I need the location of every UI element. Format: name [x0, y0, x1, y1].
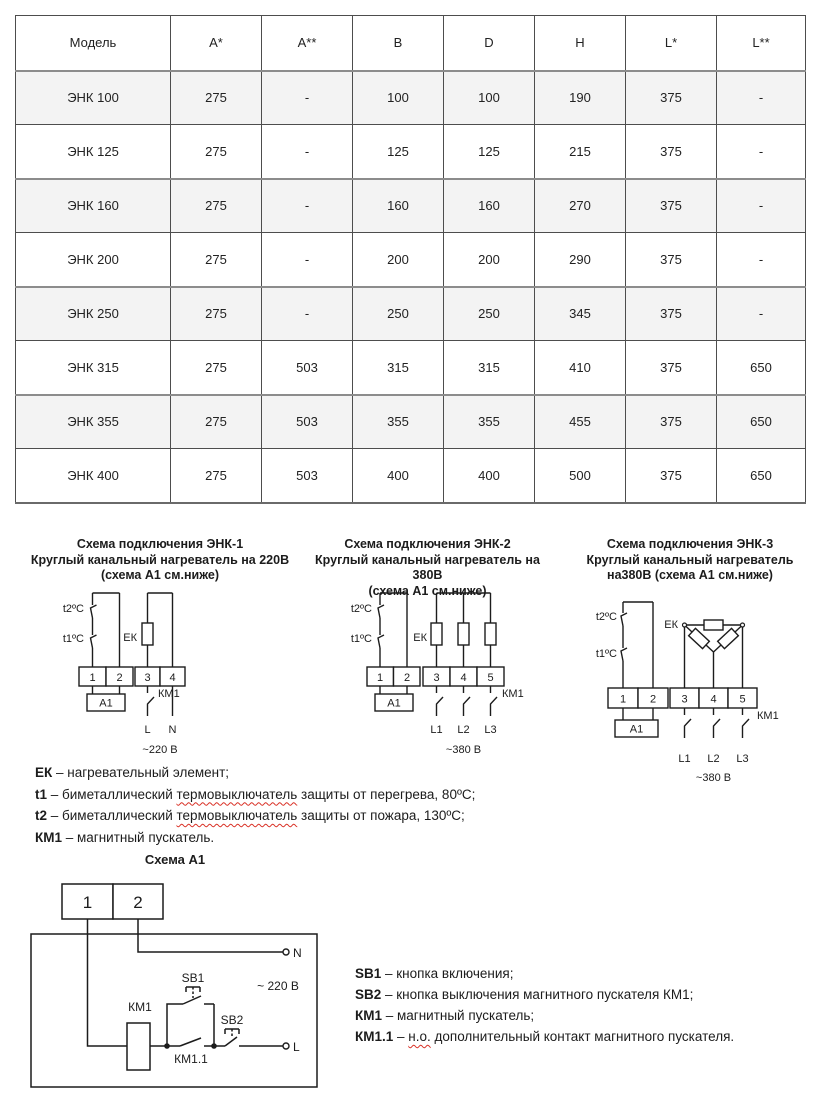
- diagram3-title-line1: Схема подключения ЭНК-3: [606, 537, 774, 551]
- model-cell: ЭНК 125: [16, 125, 171, 179]
- heater-element-ek3: [485, 623, 496, 645]
- value-cell: 290: [535, 233, 626, 287]
- enk2-wiring-schematic: [330, 585, 560, 765]
- legend-text: – нагревательный элемент;: [52, 765, 230, 780]
- value-cell: 270: [535, 179, 626, 233]
- diagram3-title-line3: на380В (схема А1 см.ниже): [607, 568, 773, 582]
- ek-label: ЕК: [664, 619, 678, 631]
- t1-label: t1ºC: [595, 648, 617, 660]
- terminal-block: [608, 688, 757, 708]
- value-cell: 275: [171, 449, 262, 503]
- value-cell: 190: [535, 71, 626, 125]
- legend-term: КМ1.1: [355, 1029, 394, 1044]
- terminal-5: 5: [739, 693, 746, 706]
- a1-box-label: А1: [99, 697, 113, 710]
- a1-module: [375, 686, 413, 711]
- km1-coil: [127, 1023, 150, 1070]
- model-cell: ЭНК 100: [16, 71, 171, 125]
- km1-contacts: [437, 686, 498, 716]
- sb1-contact-blade: [183, 996, 201, 1004]
- model-cell: ЭНК 250: [16, 287, 171, 341]
- km1-1-contact-blade: [180, 1038, 201, 1046]
- value-cell: 650: [717, 449, 806, 503]
- legend-item: [35, 805, 475, 827]
- legend-misspelled-word: термовыключатель: [176, 786, 298, 802]
- column-header: D: [444, 16, 535, 71]
- model-cell: ЭНК 400: [16, 449, 171, 503]
- thermal-switch-t2: [621, 613, 627, 626]
- terminal-block: [62, 884, 163, 919]
- legend-term: ЕК: [35, 765, 53, 780]
- legend-term: t2: [35, 808, 48, 823]
- table-header-row: [16, 16, 806, 71]
- column-header: A**: [262, 16, 353, 71]
- a1-box-label: А1: [387, 697, 401, 710]
- table-row: [16, 125, 806, 179]
- legend-text: – кнопка выключения магнитного пускателя КМ1;: [381, 987, 694, 1002]
- value-cell: 200: [353, 233, 444, 287]
- enk1-wiring-schematic: [25, 585, 275, 765]
- terminal-1: 1: [619, 693, 627, 706]
- sb1-label: SB1: [181, 971, 205, 985]
- ek-label: ЕК: [413, 632, 427, 644]
- value-cell: 375: [626, 179, 717, 233]
- heater-loop: [142, 593, 173, 667]
- enk3-wiring-schematic: [595, 585, 820, 790]
- value-cell: 400: [353, 449, 444, 503]
- legend-item: [35, 827, 475, 849]
- value-cell: 375: [626, 449, 717, 503]
- value-cell: -: [717, 125, 806, 179]
- value-cell: -: [717, 233, 806, 287]
- value-cell: -: [262, 125, 353, 179]
- terminal-3: 3: [144, 672, 151, 684]
- value-cell: -: [717, 179, 806, 233]
- terminal-4: 4: [710, 693, 717, 706]
- table-row: [16, 179, 806, 233]
- value-cell: 160: [353, 179, 444, 233]
- t2-label: t2ºC: [62, 603, 84, 615]
- value-cell: 100: [444, 71, 535, 125]
- legend-text: – биметаллический: [47, 808, 177, 823]
- a1-module: [615, 708, 658, 737]
- value-cell: 503: [262, 341, 353, 395]
- value-cell: 125: [353, 125, 444, 179]
- column-header: L**: [717, 16, 806, 71]
- component-legend: [35, 762, 475, 848]
- diagram2-title-line2: Круглый канальный нагреватель на 380В: [315, 552, 540, 582]
- terminal-4: 4: [460, 672, 467, 684]
- thermal-switch-t1: [91, 635, 97, 648]
- diagram1-title-line1: Схема подключения ЭНК-1: [76, 537, 244, 551]
- legend-text: –: [393, 1029, 409, 1044]
- value-cell: 215: [535, 125, 626, 179]
- legend-misspelled-word: термовыключатель: [176, 808, 298, 823]
- voltage-label: ~380 В: [445, 744, 482, 756]
- line-n-label: N: [168, 724, 177, 736]
- value-cell: 315: [444, 341, 535, 395]
- value-cell: 275: [171, 287, 262, 341]
- spec-table: [15, 15, 806, 504]
- value-cell: 275: [171, 179, 262, 233]
- value-cell: 410: [535, 341, 626, 395]
- line-n-label: N: [293, 946, 302, 960]
- thermal-loop: [91, 593, 120, 667]
- value-cell: 250: [353, 287, 444, 341]
- legend-item: [355, 984, 734, 1005]
- column-header: H: [535, 16, 626, 71]
- column-header: Модель: [16, 16, 171, 71]
- km1-label: КМ1: [128, 1000, 152, 1014]
- t2-label: t2ºC: [350, 603, 372, 615]
- value-cell: 650: [717, 395, 806, 449]
- value-cell: 250: [444, 287, 535, 341]
- diagram2-title-line1: Схема подключения ЭНК-2: [344, 537, 511, 551]
- column-header: L*: [626, 16, 717, 71]
- legend-item: [355, 963, 734, 984]
- terminal-2: 2: [133, 893, 143, 912]
- legend-text: – биметаллический: [47, 786, 177, 802]
- value-cell: -: [717, 71, 806, 125]
- sb2-button: [225, 1029, 239, 1036]
- diagram2-title-line3: (схема А1 см.ниже): [368, 583, 487, 598]
- legend-text: – магнитный пускатель.: [62, 829, 215, 845]
- t1-label: t1ºC: [350, 633, 372, 645]
- heater-element-ek2: [458, 623, 469, 645]
- terminal-4: 4: [169, 672, 176, 684]
- table-row: [16, 395, 806, 449]
- heater-element-top: [704, 620, 723, 630]
- legend-term: SB1: [355, 966, 382, 981]
- value-cell: 375: [626, 287, 717, 341]
- voltage-label: ~380 В: [695, 772, 732, 784]
- legend-misspelled-word: н.о.: [408, 1029, 431, 1044]
- line-l2-label: L2: [707, 753, 720, 765]
- a1-module: [87, 686, 125, 711]
- value-cell: 375: [626, 341, 717, 395]
- legend-text: – кнопка включения;: [381, 966, 514, 981]
- line-l-label: L: [293, 1040, 300, 1054]
- terminal-2: 2: [649, 693, 657, 706]
- table-row: [16, 287, 806, 341]
- thermal-loop: [621, 602, 653, 688]
- km1-label: КМ1: [158, 688, 180, 700]
- terminal-2: 2: [403, 672, 411, 684]
- value-cell: -: [717, 287, 806, 341]
- diagram1-title-line3: (схема А1 см.ниже): [100, 568, 220, 582]
- terminal-block: [79, 667, 185, 686]
- legend-term: SB2: [355, 987, 382, 1002]
- value-cell: 455: [535, 395, 626, 449]
- sb2-label: SB2: [220, 1013, 244, 1027]
- value-cell: 275: [171, 395, 262, 449]
- legend-text: – магнитный пускатель;: [382, 1008, 535, 1023]
- heater-element-ek: [142, 623, 153, 645]
- heater-group: [431, 593, 496, 667]
- model-cell: ЭНК 355: [16, 395, 171, 449]
- value-cell: 355: [353, 395, 444, 449]
- value-cell: -: [262, 179, 353, 233]
- a1-legend: [355, 963, 734, 1047]
- ek-label: ЕК: [123, 632, 137, 644]
- value-cell: 375: [626, 395, 717, 449]
- value-cell: 503: [262, 395, 353, 449]
- value-cell: 400: [444, 449, 535, 503]
- legend-term: t1: [35, 786, 48, 802]
- legend-item: [355, 1005, 734, 1026]
- value-cell: 160: [444, 179, 535, 233]
- heater-element-ek1: [431, 623, 442, 645]
- value-cell: 200: [444, 233, 535, 287]
- km1-contacts: [685, 708, 750, 738]
- sb1-branch: [167, 987, 214, 1046]
- value-cell: 275: [171, 71, 262, 125]
- diagram1-title-line2: Круглый канальный нагреватель на 220В: [30, 552, 290, 567]
- km1-1-label: КМ1.1: [174, 1052, 208, 1066]
- legend-term: КМ1: [35, 829, 62, 845]
- table-row: [16, 449, 806, 503]
- value-cell: 275: [171, 125, 262, 179]
- line-l3-label: L3: [736, 753, 749, 765]
- legend-text: защиты от пожара, 130ºС;: [297, 808, 465, 823]
- value-cell: 650: [717, 341, 806, 395]
- value-cell: 503: [262, 449, 353, 503]
- voltage-label: ~220 В: [142, 744, 178, 756]
- delta-heater: [683, 620, 745, 688]
- legend-item: [355, 1026, 734, 1047]
- terminal-block: [367, 667, 504, 686]
- value-cell: 375: [626, 233, 717, 287]
- sb2-contact-blade: [225, 1037, 237, 1046]
- value-cell: 500: [535, 449, 626, 503]
- value-cell: -: [262, 233, 353, 287]
- value-cell: 315: [353, 341, 444, 395]
- model-cell: ЭНК 200: [16, 233, 171, 287]
- t2-label: t2ºC: [595, 611, 617, 623]
- column-header: B: [353, 16, 444, 71]
- schema-a1-circuit: [25, 850, 345, 1105]
- voltage-label: ~ 220 В: [257, 979, 299, 993]
- schema-a1-title: Схема А1: [144, 852, 206, 867]
- line-l1-label: L1: [430, 724, 443, 736]
- value-cell: -: [262, 71, 353, 125]
- thermal-switch-t1: [378, 635, 384, 648]
- legend-text: защиты от перегрева, 80ºС;: [297, 786, 476, 802]
- heater-element-right: [718, 628, 739, 648]
- terminal-2: 2: [116, 672, 123, 684]
- value-cell: 275: [171, 341, 262, 395]
- diagram3-title: [560, 537, 820, 584]
- thermal-loop: [378, 593, 407, 667]
- line-l-label: L: [144, 724, 151, 736]
- terminal-1: 1: [82, 893, 93, 912]
- value-cell: 375: [626, 125, 717, 179]
- km1-label: КМ1: [757, 710, 779, 722]
- t1-label: t1ºC: [62, 633, 84, 645]
- km1-label: КМ1: [502, 688, 524, 700]
- legend-item: [35, 762, 475, 784]
- table-row: [16, 71, 806, 125]
- diagram3-title-line2: Круглый канальный нагреватель: [586, 552, 794, 567]
- legend-text: дополнительный контакт магнитного пускателя.: [430, 1029, 735, 1044]
- value-cell: 355: [444, 395, 535, 449]
- value-cell: 275: [171, 233, 262, 287]
- value-cell: 345: [535, 287, 626, 341]
- terminal-5: 5: [487, 672, 494, 684]
- terminal-1: 1: [89, 672, 96, 684]
- table-row: [16, 233, 806, 287]
- line-l1-label: L1: [678, 753, 691, 765]
- value-cell: -: [262, 287, 353, 341]
- a1-box-label: А1: [629, 723, 644, 736]
- line-l2-label: L2: [457, 724, 470, 736]
- value-cell: 125: [444, 125, 535, 179]
- model-cell: ЭНК 160: [16, 179, 171, 233]
- spec-table-body: [16, 71, 806, 503]
- neutral-line: [138, 919, 289, 955]
- terminal-1: 1: [376, 672, 384, 684]
- heater-element-left: [689, 628, 710, 648]
- thermal-switch-t1: [621, 648, 627, 661]
- column-header: A*: [171, 16, 262, 71]
- value-cell: 375: [626, 71, 717, 125]
- thermal-switch-t2: [378, 605, 384, 618]
- line-l3-label: L3: [484, 724, 497, 736]
- value-cell: 100: [353, 71, 444, 125]
- legend-item: [35, 784, 475, 806]
- legend-term: КМ1: [355, 1008, 382, 1023]
- table-row: [16, 341, 806, 395]
- terminal-3: 3: [433, 672, 440, 684]
- terminal-3: 3: [681, 693, 688, 706]
- thermal-switch-t2: [91, 605, 97, 618]
- diagram1-title: [10, 537, 310, 584]
- model-cell: ЭНК 315: [16, 341, 171, 395]
